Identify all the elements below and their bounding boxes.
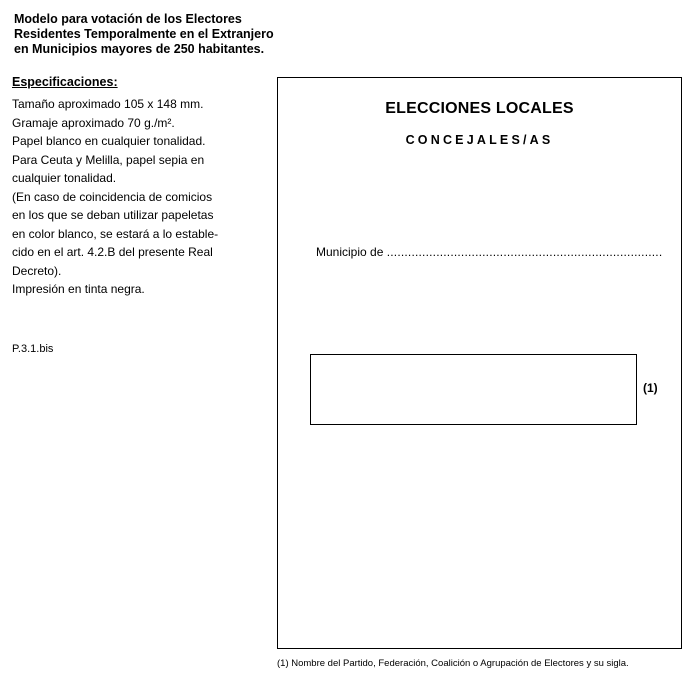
specs-list [12, 95, 262, 299]
footnote: (1) Nombre del Partido, Federación, Coalición o Agrupación de Electores y su sigla. [277, 658, 629, 669]
spec-line: Impresión en tinta negra. [12, 282, 145, 296]
party-name-box [310, 354, 637, 425]
spec-line: cualquier tonalidad. [12, 171, 117, 185]
spec-line: en color blanco, se estará a lo estable- [12, 226, 219, 241]
spec-line: (En caso de coincidencia de comicios [12, 189, 213, 204]
municipio-label: Municipio de [316, 245, 384, 259]
spec-line: Para Ceuta y Melilla, papel sepia en [12, 152, 205, 167]
document-title [14, 12, 284, 57]
spec-line: Papel blanco en cualquier tonalidad. [12, 134, 206, 148]
title-line-3: en Municipios mayores de 250 habitantes. [14, 42, 265, 56]
specs-heading: Especificaciones: [12, 75, 118, 89]
spec-line: Decreto). [12, 263, 62, 278]
municipio-dots: .............................................................................. [386, 245, 663, 259]
title-line-1: Modelo para votación de los Electores [14, 12, 242, 26]
spec-line: cido en el art. 4.2.B del presente Real [12, 245, 213, 259]
spec-line: en los que se deban utilizar papeletas [12, 208, 214, 222]
ballot-subtitle: CONCEJALES/AS [405, 133, 554, 147]
model-code: P.3.1.bis [12, 343, 54, 355]
ballot-frame [277, 77, 682, 649]
title-line-2: Residentes Temporalmente en el Extranjero [14, 27, 274, 41]
municipio-line [316, 245, 662, 259]
party-footnote-marker: (1) [643, 381, 658, 395]
spec-line: Tamaño aproximado 105 x 148 mm. [12, 97, 204, 111]
ballot-title: ELECCIONES LOCALES [385, 100, 574, 117]
spec-line: Gramaje aproximado 70 g./m². [12, 115, 175, 130]
